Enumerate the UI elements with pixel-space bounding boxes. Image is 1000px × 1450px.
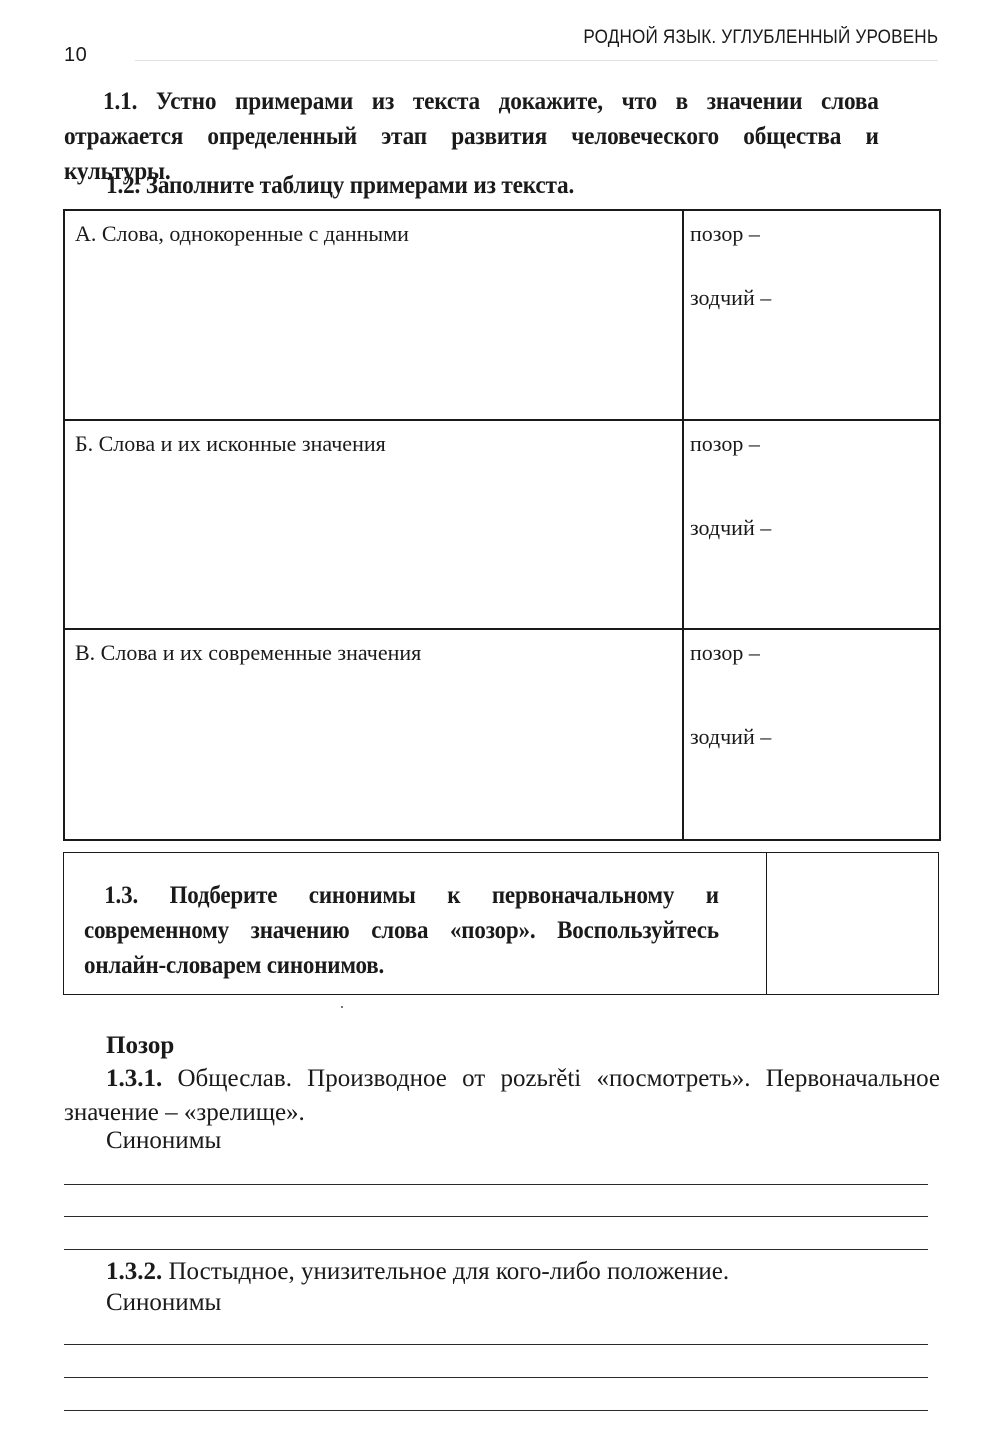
word-zodchiy: зодчий – bbox=[690, 724, 772, 749]
section-title: Позор bbox=[106, 1032, 175, 1059]
task-1-2-instruction: 1.2. Заполните таблицу примерами из текста. bbox=[106, 172, 575, 199]
page-number: 10 bbox=[64, 44, 88, 66]
table-row bbox=[64, 420, 940, 629]
word-zodchiy: зодчий – bbox=[690, 285, 772, 310]
word-pozor: позор – bbox=[690, 640, 760, 665]
answer-line[interactable] bbox=[64, 1344, 928, 1345]
table-cell-answer[interactable] bbox=[683, 210, 940, 420]
entry-1-3-2 bbox=[106, 1255, 940, 1289]
synonyms-label: Синонимы bbox=[106, 1127, 222, 1154]
row-label: А. Слова, однокоренные с данными bbox=[75, 221, 409, 246]
task-1-3-instruction: 1.3. Подберите синонимы к первоначальному и современному значению слова «позор». Воспользуйтесь онлайн-словарем синонимов. bbox=[84, 882, 719, 979]
entry-1-3-1 bbox=[64, 1062, 940, 1130]
answer-line[interactable] bbox=[64, 1184, 928, 1185]
table-cell-label bbox=[64, 210, 683, 420]
synonyms-label: Синонимы bbox=[106, 1289, 222, 1316]
answer-line[interactable] bbox=[64, 1377, 928, 1378]
task-1-3-divider bbox=[766, 853, 767, 994]
entry-number: 1.3.1. bbox=[106, 1065, 163, 1092]
entry-number: 1.3.2. bbox=[106, 1258, 163, 1285]
table-cell-answer[interactable] bbox=[683, 629, 940, 840]
word-pozor: позор – bbox=[690, 221, 760, 246]
row-label: Б. Слова и их исконные значения bbox=[75, 431, 386, 456]
table-row bbox=[64, 210, 940, 420]
answer-line[interactable] bbox=[64, 1410, 928, 1411]
task-1-3-box bbox=[63, 852, 939, 995]
entry-text: Общеслав. Производное от pozьrěti «посмотреть». Первоначальное значение – «зрелище». bbox=[64, 1065, 940, 1126]
row-label: В. Слова и их современные значения bbox=[75, 640, 422, 665]
word-zodchiy: зодчий – bbox=[690, 515, 772, 540]
table-row bbox=[64, 629, 940, 840]
table-cell-label bbox=[64, 420, 683, 629]
table-cell-label bbox=[64, 629, 683, 840]
word-pozor: позор – bbox=[690, 431, 760, 456]
answer-line[interactable] bbox=[64, 1249, 928, 1250]
print-speck bbox=[341, 1006, 343, 1008]
table-cell-answer[interactable] bbox=[683, 420, 940, 629]
header-rule bbox=[135, 60, 938, 61]
entry-text: Постыдное, унизительное для кого-либо положение. bbox=[162, 1258, 730, 1285]
task-1-1-instruction: 1.1. Устно примерами из текста докажите, что в значении слова отражается определенный этап развития человеческого общества и культуры. bbox=[64, 88, 879, 185]
answer-line[interactable] bbox=[64, 1216, 928, 1217]
examples-table bbox=[63, 209, 941, 841]
running-header: РОДНОЙ ЯЗЫК. УГЛУБЛЕННЫЙ УРОВЕНЬ bbox=[583, 27, 938, 48]
